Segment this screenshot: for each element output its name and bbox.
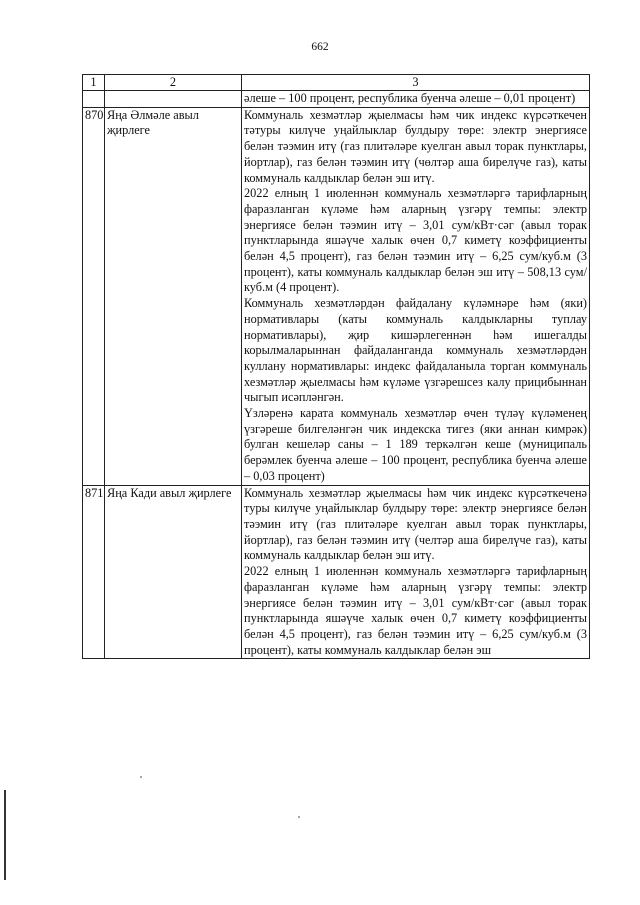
table-row: [83, 107, 590, 485]
paragraph: Үзләренә карата коммуналь хезмәтләр өчен түләү күләменең үзгәреше билгеләнгән чик индекска тигез (яки аннан кимрәк) булган кешеләр саны – 1 189 теркәлгән кеше (муниципаль берәмлек буенча әлеше – 100 процент, республика буенча әлеше – 0,03 процент): [244, 406, 587, 483]
header-col-3: 3: [242, 75, 590, 91]
scan-edge-mark: [4, 790, 6, 880]
document-table: [82, 74, 590, 659]
header-col-1: 1: [83, 75, 105, 91]
paragraph: Коммуналь хезмәтләр җыелмасы һәм чик индекс күрсәткеченә туры килүче уңайлыклар булдыру төре: электр энергиясе белән тәэмин итү (газ плитәләре куелган авыл торак пунктлары, йортлар), газ белән тәэмин итү (челтәр аша бирелүче газ), каты коммуналь калдыклар белән эш итү.: [244, 485, 587, 563]
scan-speck: [140, 776, 142, 778]
row-name: Яңа Кади авыл җирлеге: [105, 485, 242, 659]
page-number: 662: [311, 41, 329, 53]
row-number: 871: [83, 485, 105, 659]
table-header-row: [83, 75, 590, 91]
row-description: [242, 91, 590, 108]
scan-speck: [298, 816, 300, 818]
paragraph: Коммуналь хезмәтләрдән файдалану күләмнәре һәм (яки) нормативлары (каты коммуналь калдыкларны туплау нормативлары), җир кишәрлегеннән һәм ишегалды корылмаларыннан файдаланганда коммуналь хезмәтләрдән куллану нормативлары: индекс файдаланыла торган коммуналь хезмәтләр җыелмасы һәм күләме үзгәрешсез калу прицибыннан чыгып исәпләнгән.: [244, 296, 587, 405]
row-number: [83, 91, 105, 108]
table-row: [83, 485, 590, 659]
paragraph: 2022 елның 1 июленнән коммуналь хезмәтләргә тарифларның фаразланган күләме һәм аларның үзгәрү темпы: электр энергиясе белән тәэмин итү – 3,01 сум/кВт·сәг (авыл торак пунктларында яшәүче халык өчен 0,7 киметү коэффициенты белән 4,5 процент), газ белән тәэмин итү – 6,25 сум/куб.м (3 процент), каты коммуналь калдыклар белән эш: [244, 564, 587, 657]
header-col-2: 2: [105, 75, 242, 91]
row-description: [242, 485, 590, 659]
row-description: [242, 107, 590, 485]
paragraph: Коммуналь хезмәтләр җыелмасы һәм чик индекс күрсәткечен тәтуры килүче уңайлыклар булдыру төре: электр энергиясе белән тәэмин итү (газ плитәләре куелган авыл торак пунктлары, йортлар), газ белән тәэмин итү (чөлтәр аша бирелүче газ), каты коммуналь калдыклар белән эш итү.: [244, 107, 587, 185]
row-name: Яңа Әлмәле авыл җирлеге: [105, 107, 242, 485]
paragraph: 2022 елның 1 июленнән коммуналь хезмәтләргә тарифларның фаразланган күләме һәм аларның үзгәрү темпы: электр энергиясе белән тәэмин итү – 3,01 сум/кВт·сәг (авыл торак пунктларында яшәүче халык өчен 0,7 киметү коэффициенты белән 4,5 процент), газ белән тәэмин итү – 6,25 сум/куб.м (3 процент), каты коммуналь калдыклар белән эш итү – 508,13 сум/куб.м (4 процент).: [244, 186, 587, 295]
row-name: [105, 91, 242, 108]
row-number: 870: [83, 107, 105, 485]
paragraph: әлеше – 100 процент, республика буенча әлеше – 0,01 процент): [244, 91, 576, 105]
table-row-continued: [83, 91, 590, 108]
